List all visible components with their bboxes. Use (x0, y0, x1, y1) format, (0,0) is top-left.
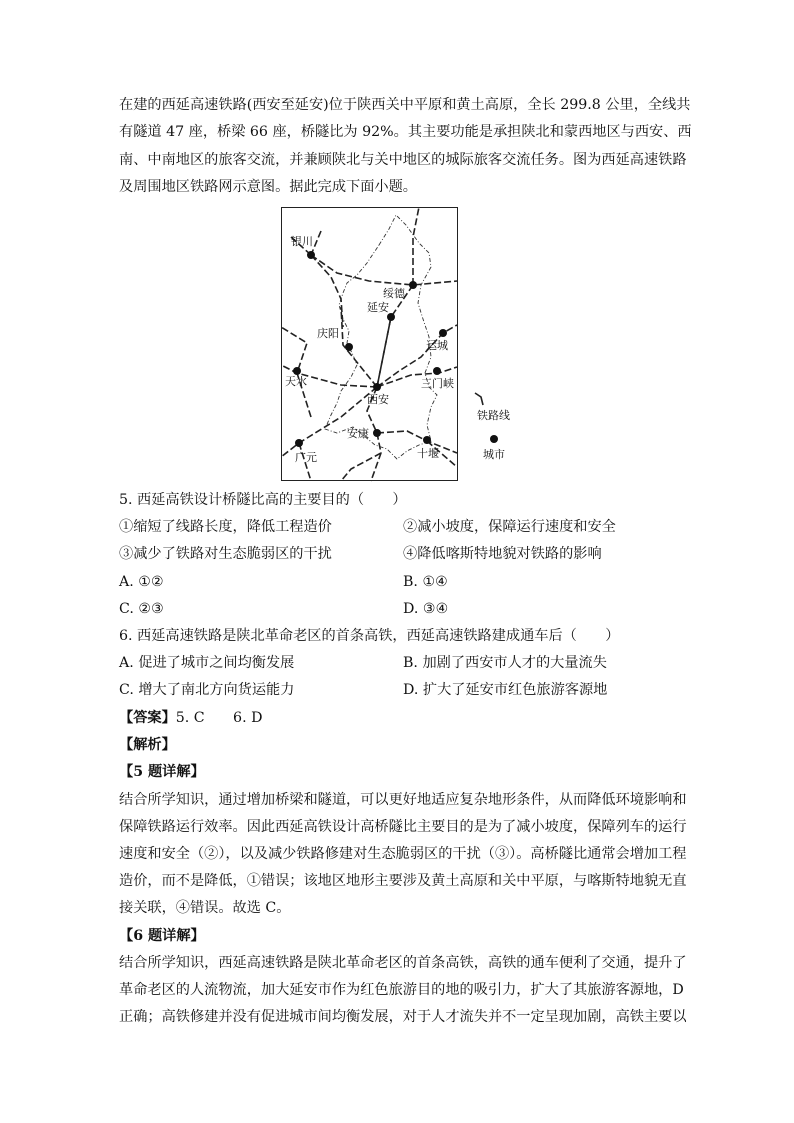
q5-statement-2: ②减小坡度，保障运行速度和安全 (403, 519, 616, 535)
detail-5-line-2: 保障铁路运行效率。因此西延高铁设计高桥隧比主要目的是为了减小坡度，保障列车的运行 (119, 819, 687, 835)
detail-5-label: 【5 题详解】 (119, 764, 205, 780)
legend-city-symbol (490, 435, 498, 443)
intro-line-3: 南、中南地区的旅客交流，并兼顾陕北与关中地区的城际旅客交流任务。图为西延高速铁路 (119, 152, 687, 168)
q5-statement-1: ①缩短了线路长度，降低工程造价 (119, 519, 332, 535)
city-label-sanmenxia: 三门峡 (421, 377, 454, 390)
city-marker-tianshui (293, 367, 301, 375)
q5-stem: 5. 西延高铁设计桥隧比高的主要目的（ ） (119, 492, 407, 508)
city-label-guangyuan: 广元 (295, 451, 317, 464)
city-marker-qingyang (345, 343, 353, 351)
q6-option-a: A. 促进了城市之间均衡发展 (119, 655, 295, 671)
q6-option-d: D. 扩大了延安市红色旅游客源地 (403, 682, 608, 698)
intro-line-1: 在建的西延高速铁路(西安至延安)位于陕西关中平原和黄土高原，全长 299.8 公里，全线共 (119, 97, 691, 113)
q6-option-b: B. 加剧了西安市人才的大量流失 (403, 655, 607, 671)
detail-6-line-3: 正确；高铁修建并没有促进城市间均衡发展，对于人才流失并不一定呈现加剧，高铁主要以 (119, 1009, 687, 1025)
answer-text: 5. C 6. D (175, 710, 263, 726)
city-marker-yinchuan (307, 251, 315, 259)
city-marker-ankang (373, 429, 381, 437)
legend-city-label: 城市 (483, 448, 505, 461)
city-label-yinchuan: 银川 (291, 235, 313, 248)
q5-option-d: D. ③④ (403, 601, 449, 617)
city-marker-shiyan (423, 436, 431, 444)
q6-stem: 6. 西延高速铁路是陕北革命老区的首条高铁，西延高速铁路建成通车后（ ） (119, 628, 620, 644)
q6-option-c: C. 增大了南北方向货运能力 (119, 682, 295, 698)
detail-6-line-2: 革命老区的人流物流，加大延安市作为红色旅游目的地的吸引力，扩大了其旅游客源地，D (119, 982, 684, 998)
railway-map (281, 207, 511, 482)
detail-5-line-3: 速度和安全（②），以及减少铁路修建对生态脆弱区的干扰（③）。高桥隧比通常会增加工程 (119, 846, 687, 862)
city-label-yuncheng: 运城 (426, 339, 448, 352)
detail-5-line-5: 接关联，④错误。故选 C。 (119, 900, 291, 916)
q5-statement-3: ③减少了铁路对生态脆弱区的干扰 (119, 546, 332, 562)
legend-railway-label: 铁路线 (477, 409, 510, 422)
detail-6-label: 【6 题详解】 (119, 928, 205, 944)
city-marker-xian (373, 383, 381, 391)
city-label-yanan: 延安 (367, 301, 389, 314)
q5-option-b: B. ①④ (403, 574, 448, 590)
city-label-shiyan: 十堰 (417, 447, 439, 460)
detail-5-line-1: 结合所学知识，通过增加桥梁和隧道，可以更好地适应复杂地形条件，从而降低环境影响和 (119, 792, 687, 808)
intro-line-4: 及周围地区铁路网示意图。据此完成下面小题。 (119, 179, 417, 195)
intro-line-2: 有隧道 47 座，桥梁 66 座，桥隧比为 92%。其主要功能是承担陕北和蒙西地区与西安、西 (119, 124, 692, 140)
railway-map-figure (281, 207, 511, 482)
city-marker-guangyuan (295, 439, 303, 447)
q5-option-c: C. ②③ (119, 601, 164, 617)
analysis-label: 【解析】 (119, 737, 176, 753)
detail-6-line-1: 结合所学知识，西延高速铁路是陕北革命老区的首条高铁，高铁的通车便利了交通，提升了 (119, 955, 687, 971)
city-marker-yanan (387, 313, 395, 321)
city-marker-yuncheng (439, 329, 447, 337)
city-marker-suide (409, 281, 417, 289)
detail-5-line-4: 造价，而不是降低，①错误；该地区地形主要涉及黄土高原和关中平原，与喀斯特地貌无直 (119, 873, 687, 889)
answer-line (119, 708, 262, 728)
answer-label: 【答案】 (119, 710, 176, 726)
city-label-suide: 绥德 (383, 287, 405, 300)
city-label-qingyang: 庆阳 (317, 327, 339, 340)
city-marker-sanmenxia (433, 367, 441, 375)
city-label-ankang: 安康 (347, 427, 369, 440)
legend-railway-symbol (475, 393, 483, 405)
city-label-tianshui: 天水 (285, 375, 307, 388)
q5-statement-4: ④降低喀斯特地貌对铁路的影响 (403, 546, 602, 562)
city-label-xian: 西安 (367, 393, 389, 406)
q5-option-a: A. ①② (119, 574, 164, 590)
